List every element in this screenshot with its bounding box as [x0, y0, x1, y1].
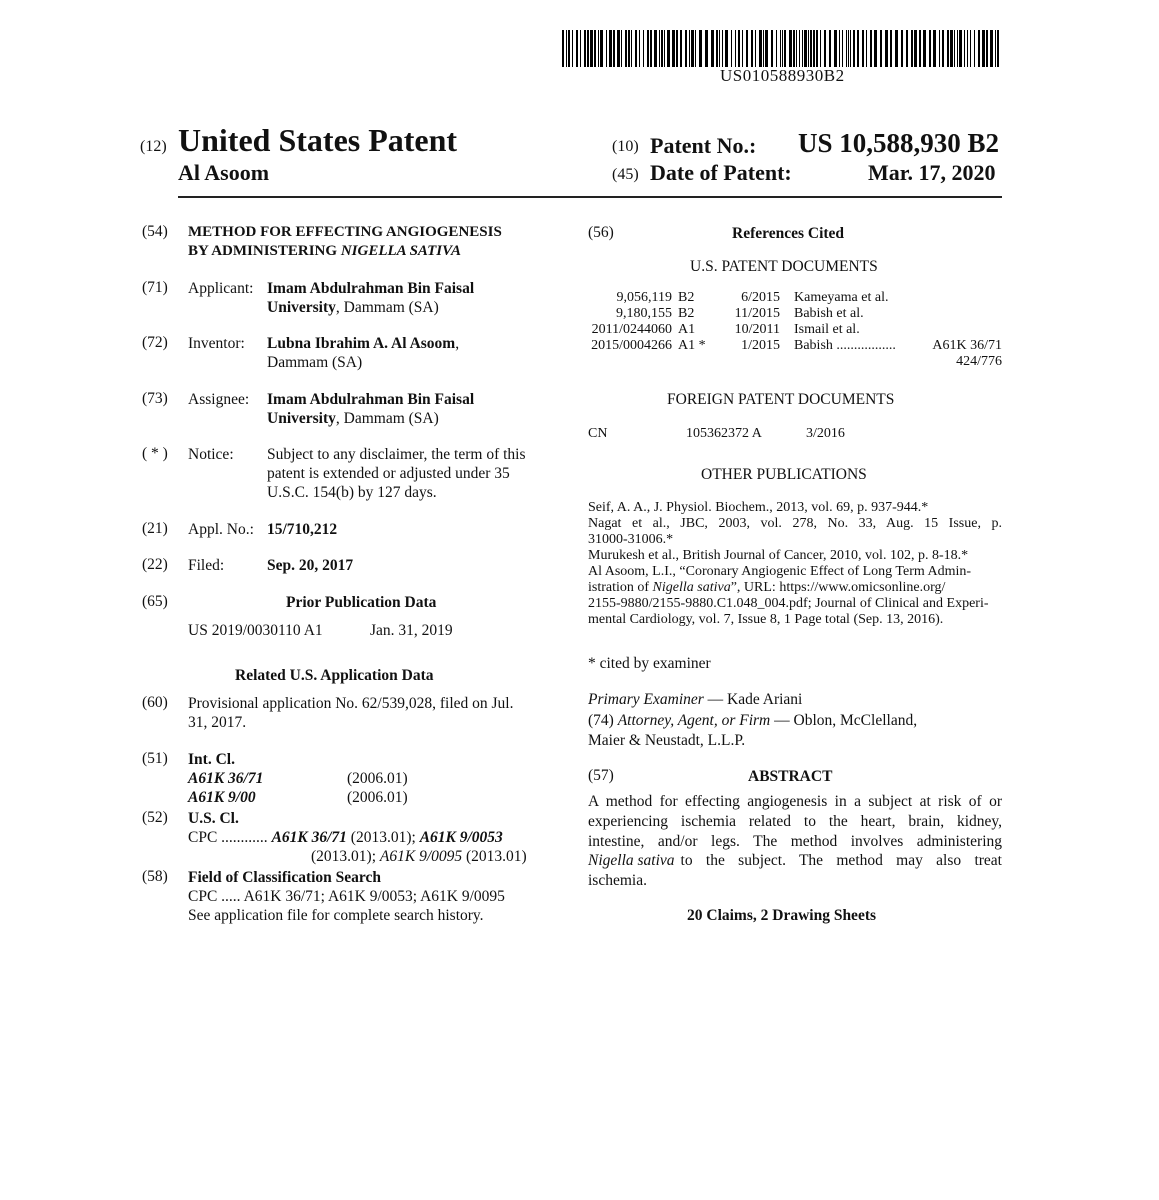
other-publications-heading: OTHER PUBLICATIONS [701, 466, 867, 483]
barcode-bar [584, 30, 586, 67]
cpc-class-2-date: (2013.01); [311, 848, 377, 865]
barcode-bar [959, 30, 962, 67]
barcode-bar [842, 30, 843, 67]
applicant-code: (71) [142, 279, 168, 296]
barcode-bar [606, 30, 607, 67]
barcode-bar [654, 30, 657, 67]
barcode-bar [680, 30, 682, 67]
publication-4-line-4: mental Cardiology, vol. 7, Issue 8, 1 Page total (Sep. 13, 2016). [588, 612, 944, 627]
barcode-bar [799, 30, 800, 67]
foreign-documents-heading: FOREIGN PATENT DOCUMENTS [667, 391, 895, 408]
barcode-bar [716, 30, 718, 67]
barcode-bar [625, 30, 627, 67]
us-doc-date: 6/2015 [741, 290, 780, 305]
applicant-university: University [267, 299, 336, 316]
header-rule [178, 196, 1002, 198]
abstract-line-4 [588, 851, 1002, 870]
notice-line-3: U.S.C. 154(b) by 127 days. [267, 484, 437, 501]
barcode-bar [808, 30, 809, 67]
us-doc-row-extra [588, 354, 1002, 370]
barcode-bar [834, 30, 837, 67]
barcode-bar [829, 30, 831, 67]
barcode-bar [804, 30, 807, 67]
barcode-bar [719, 30, 720, 67]
abstract-heading: ABSTRACT [748, 768, 833, 785]
cpc-prefix: CPC ............ [188, 829, 268, 846]
notice-code: ( * ) [142, 445, 168, 462]
publication-2-line-2: 31000-31006.* [588, 532, 674, 547]
barcode-bar [885, 30, 888, 67]
barcode-bar [997, 30, 999, 67]
barcode-bar [933, 30, 936, 67]
abstract-line-2: experiencing ischemia related to the heart, brain, kidney, [588, 813, 1002, 830]
barcode-bar [839, 30, 840, 67]
attorney-line-1 [588, 711, 917, 730]
abstract-line-4-rest: to the subject. The method may also treat [680, 852, 1002, 869]
cpc-class-2: A61K 9/0053 [419, 829, 503, 846]
barcode-bar [576, 30, 578, 67]
barcode-bar [853, 30, 855, 67]
barcode-bar [763, 30, 764, 67]
prior-publication-date: Jan. 31, 2019 [370, 622, 453, 639]
notice-line-2: patent is extended or adjusted under 35 [267, 465, 510, 482]
inventor-name-line-1 [267, 334, 459, 353]
abstract-line-5: ischemia. [588, 872, 647, 889]
barcode-bar [587, 30, 589, 67]
applicant-name-line-2 [267, 298, 439, 317]
field-search-cpc: CPC ..... A61K 36/71; A61K 9/0053; A61K 9/0095 [188, 888, 505, 905]
barcode-bar [816, 30, 818, 67]
barcode-bar [643, 30, 644, 67]
barcode-bar [824, 30, 826, 67]
barcode-bar [580, 30, 581, 67]
field-search-code: (58) [142, 868, 168, 885]
filed-date: Sep. 20, 2017 [267, 557, 354, 574]
publication-4-line-3: 2155-9880/2155-9880.C1.048_004.pdf; Journal of Clinical and Experi- [588, 596, 989, 611]
barcode-bar [672, 30, 675, 67]
barcode-bar [874, 30, 877, 67]
us-doc-row [588, 306, 1002, 322]
foreign-country: CN [588, 426, 608, 441]
appl-label: Appl. No.: [188, 521, 254, 538]
barcode-bar [621, 30, 622, 67]
barcode-bar [755, 30, 756, 67]
applicant-label: Applicant: [188, 280, 254, 297]
barcode-bar [613, 30, 615, 67]
barcode-bar [765, 30, 768, 67]
barcode-bar [789, 30, 792, 67]
code-10: (10) [612, 138, 639, 155]
barcode-bar [862, 30, 864, 67]
title-code: (54) [142, 223, 168, 240]
barcode-bar [566, 30, 567, 67]
barcode-bar [598, 30, 599, 67]
barcode-bar [914, 30, 917, 67]
field-search-label: Field of Classification Search [188, 869, 382, 886]
assignee-label: Assignee: [188, 391, 250, 408]
us-doc-name: Babish et al. [794, 306, 864, 321]
attorney-line-2: Maier & Neustadt, L.L.P. [588, 732, 746, 749]
assignee-location: , Dammam (SA) [335, 410, 439, 427]
barcode-bar [782, 30, 783, 67]
prior-publication-number: US 2019/0030110 A1 [188, 622, 323, 639]
primary-examiner-name: — Kade Ariani [707, 691, 803, 708]
barcode-bar [970, 30, 971, 67]
title-line-2-prefix: BY ADMINISTERING [188, 243, 338, 259]
us-doc-number: 9,180,155 [616, 306, 672, 321]
barcode-bar [942, 30, 944, 67]
us-doc-number: 2015/0004266 [591, 338, 672, 353]
publication-2-line-1: Nagat et al., JBC, 2003, vol. 278, No. 33, Aug. 15 Issue, p. [588, 516, 1002, 531]
assignee-university: University [267, 410, 336, 427]
primary-examiner [588, 690, 802, 709]
barcode-bar [866, 30, 867, 67]
barcode-bar [689, 30, 690, 67]
barcode-bar [609, 30, 612, 67]
barcode-bar [635, 30, 637, 67]
barcode-bar [923, 30, 926, 67]
provisional-line-2: 31, 2017. [188, 714, 247, 731]
barcode-bar [725, 30, 728, 67]
appl-number: 15/710,212 [267, 521, 338, 538]
barcode-bar [870, 30, 872, 67]
int-cl-label: Int. Cl. [188, 751, 235, 768]
us-doc-kind: A1 [678, 322, 696, 337]
us-doc-row [588, 338, 1002, 354]
inventor-name: Lubna Ibrahim A. Al Asoom [267, 335, 456, 352]
barcode-bar [890, 30, 892, 67]
barcode-bar [895, 30, 898, 67]
inventor-short-name: Al Asoom [178, 160, 270, 185]
barcode-bar [995, 30, 996, 67]
field-search-note: See application file for complete search history. [188, 907, 484, 924]
barcode-bar [735, 30, 736, 67]
assignee-name-line-1: Imam Abdulrahman Bin Faisal [267, 391, 475, 408]
primary-examiner-label: Primary Examiner [588, 691, 704, 708]
filed-code: (22) [142, 556, 168, 573]
publication-4-line-1: Al Asoom, L.I., “Coronary Angiogenic Effect of Long Term Admin- [588, 564, 972, 579]
references-heading: References Cited [732, 225, 845, 242]
publication-4-url: ”, URL: https://www.omicsonline.org/ [730, 580, 946, 595]
barcode-bar [664, 30, 665, 67]
barcode-bar [590, 30, 593, 67]
cited-by-examiner-note: * cited by examiner [588, 655, 711, 672]
us-doc-name: Babish ................. [794, 338, 896, 353]
prior-pub-code: (65) [142, 593, 168, 610]
barcode-bar [911, 30, 913, 67]
barcode-bar [939, 30, 940, 67]
barcode-bar [746, 30, 748, 67]
barcode-bar [947, 30, 949, 67]
barcode-bar [848, 30, 849, 67]
barcode-bar [793, 30, 795, 67]
barcode-bar [568, 30, 570, 67]
abstract-italic-term: Nigella sativa [588, 852, 675, 869]
barcode-bar [628, 30, 630, 67]
barcode-bar [647, 30, 649, 67]
us-doc-name: Kameyama et al. [794, 290, 889, 305]
title-line-2-italic: NIGELLA SATIVA [340, 243, 461, 259]
barcode-bar [802, 30, 803, 67]
barcode-bar [667, 30, 670, 67]
int-cl-2-date: (2006.01) [347, 789, 408, 806]
int-cl-1: A61K 36/71 [188, 770, 264, 787]
barcode-bar [810, 30, 812, 67]
barcode-bar [594, 30, 596, 67]
foreign-date: 3/2016 [806, 426, 845, 441]
attorney-code: (74) [588, 712, 614, 729]
references-code: (56) [588, 224, 614, 241]
us-doc-kind: A1 * [678, 338, 706, 353]
us-doc-class-extra: 424/776 [956, 354, 1002, 369]
us-doc-kind: B2 [678, 306, 695, 321]
barcode-bar [738, 30, 740, 67]
cpc-line-1 [188, 828, 503, 847]
us-doc-kind: B2 [678, 290, 695, 305]
us-doc-date: 10/2011 [734, 322, 780, 337]
barcode-bar [990, 30, 993, 67]
assignee-name-line-2 [267, 409, 439, 428]
notice-label: Notice: [188, 446, 234, 463]
barcode-bar [661, 30, 663, 67]
int-cl-1-date: (2006.01) [347, 770, 408, 787]
abstract-line-3: intestine, and/or legs. The method involves administering [588, 833, 1002, 850]
cpc-line-2 [311, 847, 527, 866]
us-patent-documents-heading: U.S. PATENT DOCUMENTS [690, 258, 878, 275]
us-documents-table [588, 290, 1002, 370]
cpc-class-3-date: (2013.01) [466, 848, 527, 865]
barcode-bar [659, 30, 660, 67]
attorney-name: — Oblon, McClelland, [774, 712, 918, 729]
us-doc-date: 1/2015 [741, 338, 780, 353]
filed-label: Filed: [188, 557, 225, 574]
us-cl-code: (52) [142, 809, 168, 826]
attorney-label: Attorney, Agent, or Firm [617, 712, 771, 729]
barcode-bar [857, 30, 859, 67]
document-type-title: United States Patent [178, 122, 458, 158]
provisional-line-1: Provisional application No. 62/539,028, filed on Jul. [188, 695, 514, 712]
applicant-location: , Dammam (SA) [335, 299, 439, 316]
us-cl-label: U.S. Cl. [188, 810, 239, 827]
barcode-bar [964, 30, 965, 67]
us-doc-row [588, 322, 1002, 338]
date-of-patent: Mar. 17, 2020 [868, 160, 996, 185]
barcode-bar [919, 30, 921, 67]
publication-4-pre: istration of [588, 580, 650, 595]
barcode-bar [676, 30, 678, 67]
barcode-bar [691, 30, 694, 67]
barcode-bar [974, 30, 975, 67]
barcode-bar [967, 30, 968, 67]
barcode-bar [685, 30, 687, 67]
patent-number-label: Patent No.: [650, 133, 757, 158]
us-doc-number: 2011/0244060 [591, 322, 672, 337]
cpc-class-1-date: (2013.01); [350, 829, 416, 846]
barcode-bar [705, 30, 708, 67]
barcode-bar [600, 30, 603, 67]
inventor-comma: , [455, 335, 460, 352]
barcode-bar [695, 30, 696, 67]
date-of-patent-label: Date of Patent: [650, 160, 792, 185]
barcode-bar [617, 30, 620, 67]
barcode-bar [880, 30, 882, 67]
title-line-1: METHOD FOR EFFECTING ANGIOGENESIS [188, 224, 502, 240]
barcode-bar [562, 30, 564, 67]
code-12: (12) [140, 138, 167, 155]
barcode-bar [986, 30, 988, 67]
cpc-class-3: A61K 9/0095 [379, 848, 463, 865]
assignee-code: (73) [142, 390, 168, 407]
title-line-2 [188, 242, 461, 261]
code-45: (45) [612, 166, 639, 183]
foreign-number: 105362372 A [686, 426, 762, 441]
barcode-bar [722, 30, 723, 67]
abstract-line-1: A method for effecting angiogenesis in a subject at risk of or [588, 793, 1002, 810]
barcode-bar [742, 30, 743, 67]
barcode-bar [711, 30, 714, 67]
barcode-bar [846, 30, 847, 67]
int-cl-2: A61K 9/00 [188, 789, 256, 806]
publication-4-line-2 [588, 580, 945, 596]
barcode-bar [950, 30, 953, 67]
abstract-code: (57) [588, 767, 614, 784]
prior-publication-heading: Prior Publication Data [286, 594, 437, 611]
notice-line-1: Subject to any disclaimer, the term of this [267, 446, 526, 463]
barcode-bar [650, 30, 652, 67]
barcode-bar [699, 30, 702, 67]
us-doc-date: 11/2015 [734, 306, 780, 321]
barcode-bar [751, 30, 753, 67]
barcode-bar [780, 30, 781, 67]
provisional-code: (60) [142, 694, 168, 711]
barcode-bar [929, 30, 931, 67]
barcode-bar [784, 30, 786, 67]
cpc-class-1: A61K 36/71 [271, 829, 347, 846]
us-doc-row [588, 290, 1002, 306]
barcode-bar [771, 30, 773, 67]
patent-number: US 10,588,930 B2 [798, 128, 1000, 158]
applicant-name-line-1: Imam Abdulrahman Bin Faisal [267, 280, 475, 297]
barcode-bar [776, 30, 777, 67]
related-data-heading: Related U.S. Application Data [235, 667, 434, 684]
barcode [562, 30, 1002, 67]
barcode-bar [906, 30, 908, 67]
claims-summary: 20 Claims, 2 Drawing Sheets [687, 907, 877, 924]
barcode-bar [978, 30, 980, 67]
publication-4-italic: Nigella sativa [652, 580, 731, 595]
barcode-bar [759, 30, 762, 67]
barcode-bar [901, 30, 903, 67]
barcode-bar [850, 30, 851, 67]
us-doc-class: A61K 36/71 [932, 338, 1002, 353]
barcode-bar [731, 30, 732, 67]
inventor-location: Dammam (SA) [267, 354, 363, 371]
barcode-number: US010588930B2 [720, 66, 845, 85]
barcode-bar [572, 30, 573, 67]
inventor-code: (72) [142, 334, 168, 351]
publication-3: Murukesh et al., British Journal of Cancer, 2010, vol. 102, p. 8-18.* [588, 548, 969, 563]
barcode-bar [957, 30, 958, 67]
barcode-bar [631, 30, 632, 67]
barcode-bar [813, 30, 815, 67]
barcode-bar [796, 30, 797, 67]
inventor-label: Inventor: [188, 335, 245, 352]
int-cl-code: (51) [142, 750, 168, 767]
publication-1: Seif, A. A., J. Physiol. Biochem., 2013, vol. 69, p. 937-944.* [588, 500, 929, 515]
barcode-bar [982, 30, 985, 67]
barcode-bar [639, 30, 640, 67]
us-doc-number: 9,056,119 [616, 290, 672, 305]
barcode-bar [820, 30, 821, 67]
us-doc-name: Ismail et al. [794, 322, 860, 337]
appl-code: (21) [142, 520, 168, 537]
barcode-bar [954, 30, 955, 67]
